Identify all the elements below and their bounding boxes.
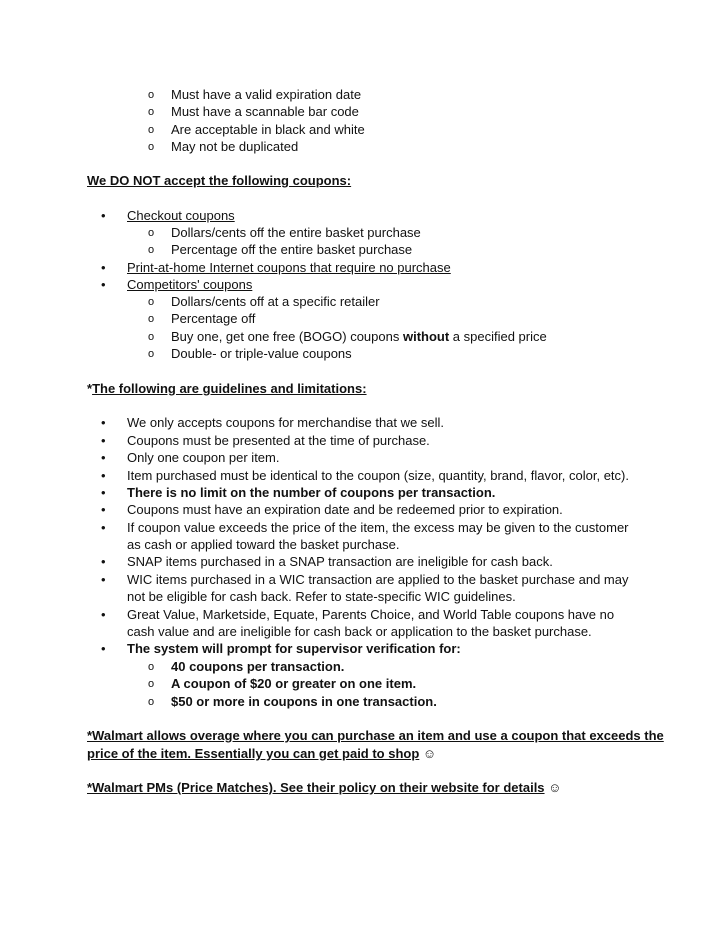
guideline-item: WIC items purchased in a WIC transaction are applied to the basket purchase and may	[127, 572, 629, 587]
sub-bullet: o	[148, 678, 155, 690]
sub-bullet: o	[148, 106, 155, 118]
bullet: •	[101, 502, 106, 517]
bogo-text: Buy one, get one free (BOGO) coupons	[171, 329, 403, 344]
verification-item: $50 or more in coupons in one transaction.	[171, 694, 437, 709]
list-item: Must have a scannable bar code	[171, 104, 359, 119]
guideline-item-bold: There is no limit on the number of coupons per transaction.	[127, 485, 496, 500]
guideline-item: Item purchased must be identical to the coupon (size, quantity, brand, flavor, color, etc).	[127, 468, 629, 483]
bullet: •	[101, 415, 106, 430]
bullet: •	[101, 208, 106, 223]
overage-line-1: *Walmart allows overage where you can purchase an item and use a coupon that exceeds the	[87, 728, 664, 743]
list-item: Must have a valid expiration date	[171, 87, 362, 102]
guidelines-heading	[87, 380, 367, 397]
guideline-item-bold: The system will prompt for supervisor verification for:	[127, 641, 461, 656]
guidelines-heading-text: The following are guidelines and limitations:	[92, 381, 367, 396]
guideline-item-cont: not be eligible for cash back. Refer to state-specific WIC guidelines.	[127, 589, 516, 604]
sub-bullet: o	[148, 348, 155, 360]
list-item: Percentage off the entire basket purchase	[171, 242, 413, 257]
smiley-icon: ☺	[548, 780, 562, 795]
list-item: May not be duplicated	[171, 139, 299, 154]
checkout-coupons-item: Checkout coupons	[127, 208, 235, 223]
bullet: •	[101, 572, 106, 587]
list-item: Dollars/cents off at a specific retailer	[171, 294, 380, 309]
verification-item: 40 coupons per transaction.	[171, 659, 345, 674]
guideline-item: Great Value, Marketside, Equate, Parents Choice, and World Table coupons have no	[127, 607, 615, 622]
heading-star: *	[87, 381, 93, 396]
bogo-emphasis: without	[402, 329, 450, 344]
bullet: •	[101, 433, 106, 448]
bullet: •	[101, 607, 106, 622]
sub-bullet: o	[148, 89, 155, 101]
list-item: Double- or triple-value coupons	[171, 346, 352, 361]
list-item: Percentage off	[171, 311, 256, 326]
price-match-text: *Walmart PMs (Price Matches). See their policy on their website for details	[87, 780, 545, 795]
sub-bullet: o	[148, 696, 155, 708]
guideline-item: Coupons must have an expiration date and be redeemed prior to expiration.	[127, 502, 563, 517]
bullet: •	[101, 277, 106, 292]
list-item: Dollars/cents off the entire basket purchase	[171, 225, 421, 240]
guideline-item-cont: cash value and are ineligible for cash back or application to the basket purchase.	[127, 624, 592, 639]
sub-bullet: o	[148, 296, 155, 308]
verification-item: A coupon of $20 or greater on one item.	[171, 676, 417, 691]
bogo-item	[171, 328, 547, 345]
guideline-item: Only one coupon per item.	[127, 450, 280, 465]
bullet: •	[101, 554, 106, 569]
list-item: Are acceptable in black and white	[171, 122, 365, 137]
overage-line-2	[87, 745, 436, 762]
print-at-home-item: Print-at-home Internet coupons that require no purchase	[127, 260, 451, 275]
sub-bullet: o	[148, 244, 155, 256]
sub-bullet: o	[148, 313, 155, 325]
bullet: •	[101, 520, 106, 535]
sub-bullet: o	[148, 227, 155, 239]
guideline-item-cont: as cash or applied toward the basket purchase.	[127, 537, 400, 552]
price-match-line	[87, 779, 561, 796]
smiley-icon: ☺	[422, 746, 437, 761]
overage-line-2-text: price of the item. Essentially you can get paid to shop	[87, 746, 420, 761]
sub-bullet: o	[148, 661, 155, 673]
guideline-item: SNAP items purchased in a SNAP transaction are ineligible for cash back.	[127, 554, 553, 569]
not-accepted-heading: We DO NOT accept the following coupons:	[87, 173, 352, 188]
bullet: •	[101, 450, 106, 465]
bullet: •	[101, 485, 106, 500]
competitors-coupons-item: Competitors' coupons	[127, 277, 253, 292]
guideline-item: Coupons must be presented at the time of purchase.	[127, 433, 430, 448]
bullet: •	[101, 260, 106, 275]
bullet: •	[101, 641, 106, 656]
bullet: •	[101, 468, 106, 483]
guideline-item: If coupon value exceeds the price of the item, the excess may be given to the customer	[127, 520, 629, 535]
sub-bullet: o	[148, 141, 155, 153]
guideline-item: We only accepts coupons for merchandise that we sell.	[127, 415, 444, 430]
bogo-text-end: a specified price	[449, 329, 547, 344]
sub-bullet: o	[148, 331, 155, 343]
sub-bullet: o	[148, 124, 155, 136]
